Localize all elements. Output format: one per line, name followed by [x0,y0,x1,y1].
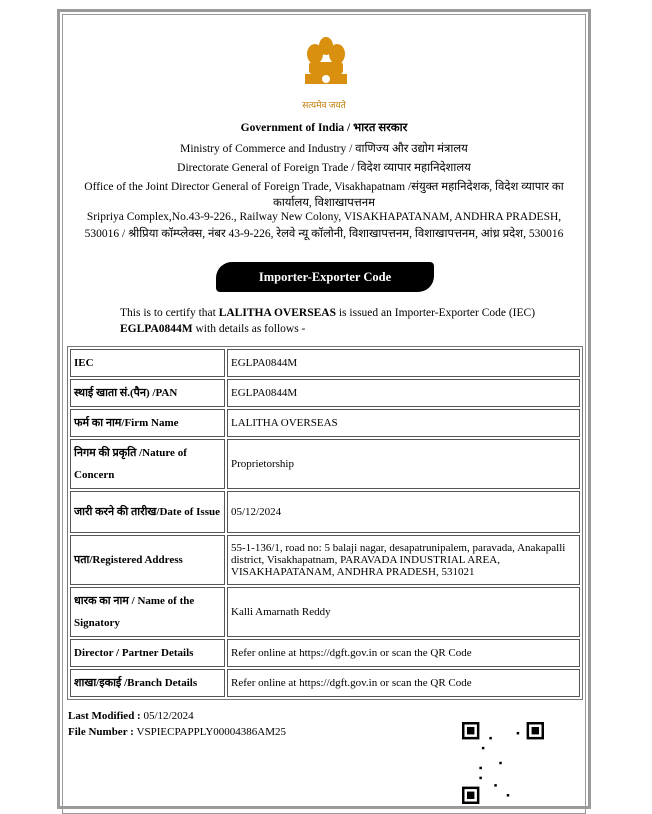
gov-title: Government of India / भारत सरकार [240,122,408,134]
row-value: Refer online at https://dgft.gov.in or scan the QR Code [227,639,580,667]
document-title: Importer-Exporter Code [216,262,434,292]
row-value: Proprietorship [227,439,580,489]
row-value: LALITHA OVERSEAS [227,409,580,437]
dgft: Directorate General of Foreign Trade / विदेश व्यापार महानिदेशालय [177,162,471,174]
table-row [70,587,580,637]
table-row [70,409,580,437]
row-value: 05/12/2024 [227,491,580,533]
table-row [70,439,580,489]
row-label: पता/Registered Address [70,535,225,585]
row-value: Kalli Amarnath Reddy [227,587,580,637]
table-row [70,669,580,697]
row-label: निगम की प्रकृति /Nature of Concern [70,439,225,489]
table-row [70,535,580,585]
office-line1: Office of the Joint Director General of Foreign Trade, Visakhapatnam /संयुक्त महानिदेशक, विदेश व्यापार का [84,181,564,193]
office-line2: कार्यालय, विशाखापत्तनम [273,197,375,209]
address-line1: Sripriya Complex,No.43-9-226., Railway New Colony, VISAKHAPATANAM, ANDHRA PRADESH, [86,211,562,223]
row-value: 55-1-136/1, road no: 5 balaji nagar, desapatrunipalem, paravada, Anakapalli district, Visakhapatnam, PARAVADA INDUSTRIAL AREA, VISAKHAPATANAM, ANDHRA PRADESH, 531021 [227,535,580,585]
row-value: Refer online at https://dgft.gov.in or scan the QR Code [227,669,580,697]
row-label: Director / Partner Details [70,639,225,667]
file-number: File Number : VSPIECPAPPLY00004386AM25 [68,726,287,738]
table-row [70,639,580,667]
address-line2: 530016 / श्रीप्रिया कॉम्प्लेक्स, नंबर 43-9-226, रेलवे न्यू कॉलोनी, विशाखापत्तनम, विशाखापत्तनम, आंध्र प्रदेश, 530016 [84,228,564,240]
motto: सत्यमेव जयते [302,100,346,110]
qr-code [462,722,544,804]
table-row [70,379,580,407]
certification-text: This is to certify that LALITHA OVERSEAS is issued an Importer-Exporter Code (IEC) EGLPA0844M with details as follows - [120,307,536,335]
ministry: Ministry of Commerce and Industry / वाणिज्य और उद्योग मंत्रालय [180,143,468,155]
row-value: EGLPA0844M [227,379,580,407]
table-row [70,491,580,533]
row-label: जारी करने की तारीख/Date of Issue [70,491,225,533]
details-table [67,346,583,700]
row-label: शाखा/इकाई /Branch Details [70,669,225,697]
last-modified: Last Modified : 05/12/2024 [68,710,194,722]
row-value: EGLPA0844M [227,349,580,377]
table-row [70,349,580,377]
row-label: धारक का नाम / Name of the Signatory [70,587,225,637]
row-label: स्थाई खाता सं.(पैन) /PAN [70,379,225,407]
row-label: फर्म का नाम/Firm Name [70,409,225,437]
national-emblem-icon [295,34,357,96]
row-label: IEC [70,349,225,377]
